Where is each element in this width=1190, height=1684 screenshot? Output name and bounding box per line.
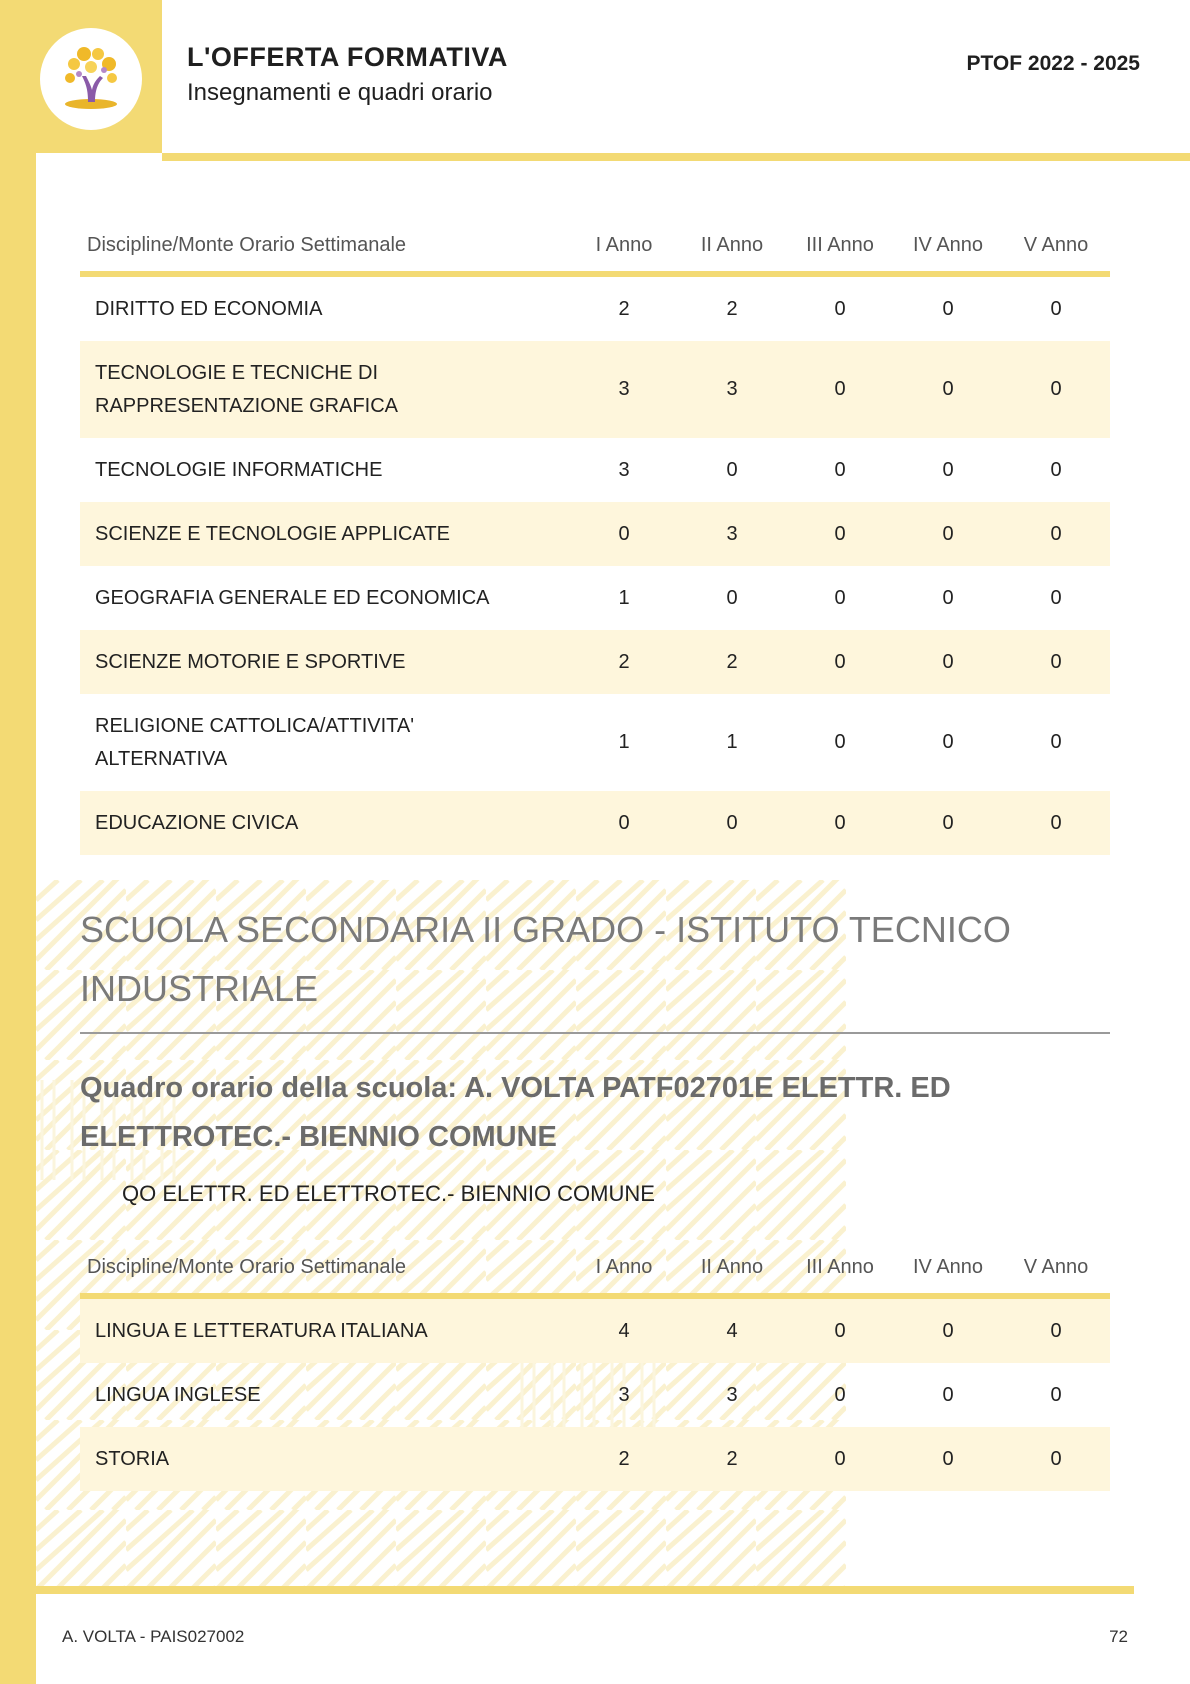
hours-cell: 0 (1002, 502, 1110, 566)
left-accent-bar (0, 0, 36, 1684)
discipline-cell (80, 1296, 570, 1363)
header-discipline: Discipline/Monte Orario Settimanale (80, 1242, 570, 1296)
header-year-3: III Anno (786, 1242, 894, 1296)
header-year-2: II Anno (678, 220, 786, 274)
table-header-row (80, 1242, 1110, 1296)
table-header-row (80, 220, 1110, 274)
hours-cell: 0 (786, 341, 894, 438)
header-year-1: I Anno (570, 1242, 678, 1296)
hours-cell: 0 (834, 586, 846, 609)
discipline-cell (80, 791, 570, 855)
table-row (80, 1363, 1110, 1427)
hours-cell: 0 (1002, 1296, 1110, 1363)
footer-school-code: A. VOLTA - PAIS027002 (62, 1627, 245, 1646)
section-heading-line-2: INDUSTRIALE (80, 968, 319, 1009)
hours-cell: 0 (1050, 586, 1062, 609)
header-year-4: IV Anno (894, 1242, 1002, 1296)
timetable-subheading: QO ELETTR. ED ELETTROTEC.- BIENNIO COMUNE (122, 1181, 655, 1206)
header-year-1: I Anno (570, 220, 678, 274)
hours-cell: 0 (786, 1427, 894, 1491)
discipline-cell (80, 341, 570, 438)
table-row (80, 791, 1110, 855)
hours-cell: 0 (570, 791, 678, 855)
discipline-name: SCIENZE E TECNOLOGIE APPLICATE (95, 522, 450, 545)
table-row (80, 1296, 1110, 1363)
hours-cell: 2 (678, 1427, 786, 1491)
hours-cell: 0 (786, 502, 894, 566)
discipline-name: SCIENZE MOTORIE E SPORTIVE (95, 650, 406, 673)
table-row (80, 438, 1110, 502)
discipline-name: GEOGRAFIA GENERALE ED ECONOMICA (95, 586, 490, 609)
hours-cell: 0 (786, 791, 894, 855)
hours-cell: 0 (942, 458, 954, 481)
hours-cell: 0 (1050, 297, 1062, 320)
logo-panel (0, 0, 162, 153)
hours-cell: 3 (726, 1383, 738, 1406)
school-tree-logo-icon (52, 40, 130, 118)
hours-cell: 0 (1002, 791, 1110, 855)
hours-cell: 0 (834, 1383, 846, 1406)
timetable-second (80, 1242, 1110, 1491)
table-row (80, 630, 1110, 694)
hours-cell: 0 (1002, 1427, 1110, 1491)
timetable-heading-line-2: ELETTROTEC.- BIENNIO COMUNE (80, 1121, 557, 1153)
hours-cell: 0 (942, 731, 954, 753)
hours-cell: 4 (570, 1296, 678, 1363)
hours-cell: 2 (726, 297, 738, 320)
hours-cell: 0 (894, 1296, 1002, 1363)
hours-cell: 4 (678, 1296, 786, 1363)
discipline-name: TECNOLOGIE INFORMATICHE (95, 458, 383, 481)
hours-cell: 0 (1050, 458, 1062, 481)
discipline-name-line-2: ALTERNATIVA (95, 747, 228, 770)
hours-cell: 3 (618, 458, 630, 481)
hours-cell: 0 (894, 341, 1002, 438)
discipline-cell (80, 502, 570, 566)
timetable-heading-line-1: Quadro orario della scuola: A. VOLTA PATF02701E ELETTR. ED (80, 1072, 951, 1104)
hours-cell: 0 (726, 458, 738, 481)
discipline-name: LINGUA INGLESE (95, 1383, 261, 1406)
hours-cell: 0 (1002, 630, 1110, 694)
discipline-name-line-1: TECNOLOGIE E TECNICHE DI (95, 361, 379, 384)
hours-cell: 1 (618, 731, 630, 753)
table-row (80, 694, 1110, 791)
table-row (80, 1427, 1110, 1491)
timetable-first (80, 220, 1110, 855)
discipline-cell (80, 1363, 570, 1427)
hours-cell: 0 (834, 458, 846, 481)
discipline-name: EDUCAZIONE CIVICA (95, 811, 299, 834)
header-year-3: III Anno (786, 220, 894, 274)
hours-cell: 0 (942, 1383, 954, 1406)
hours-cell: 1 (726, 731, 738, 753)
hours-cell: 3 (678, 502, 786, 566)
hours-cell: 3 (570, 341, 678, 438)
page-subtitle: Insegnamenti e quadri orario (187, 79, 493, 106)
hours-cell: 0 (1050, 1383, 1062, 1406)
section-divider (80, 1032, 1110, 1034)
header-year-5: V Anno (1002, 220, 1110, 274)
discipline-name-line-2: RAPPRESENTAZIONE GRAFICA (95, 394, 399, 417)
page-title: L'OFFERTA FORMATIVA (187, 42, 508, 72)
discipline-cell (80, 566, 570, 630)
table-row (80, 341, 1110, 438)
hours-cell: 2 (618, 297, 630, 320)
hours-cell: 1 (618, 586, 630, 609)
logo-circle (40, 28, 142, 130)
document-label: PTOF 2022 - 2025 (966, 52, 1140, 75)
hours-cell: 0 (678, 791, 786, 855)
table-row (80, 502, 1110, 566)
discipline-cell (80, 694, 570, 791)
header-year-5: V Anno (1002, 1242, 1110, 1296)
hours-cell: 0 (570, 502, 678, 566)
discipline-name: STORIA (95, 1447, 170, 1470)
section-heading-line-1: SCUOLA SECONDARIA II GRADO - ISTITUTO TECNICO (80, 909, 1011, 950)
discipline-cell (80, 274, 570, 341)
hours-cell: 2 (678, 630, 786, 694)
discipline-cell (80, 438, 570, 502)
hours-cell: 0 (1050, 731, 1062, 753)
header-year-4: IV Anno (894, 220, 1002, 274)
hours-cell: 0 (834, 731, 846, 753)
hours-cell: 0 (834, 297, 846, 320)
hours-cell: 0 (894, 791, 1002, 855)
discipline-name: DIRITTO ED ECONOMIA (95, 297, 323, 320)
discipline-name: LINGUA E LETTERATURA ITALIANA (95, 1319, 428, 1342)
hours-cell: 0 (786, 630, 894, 694)
hours-cell: 3 (618, 1383, 630, 1406)
footer-divider (36, 1586, 1134, 1594)
hours-cell: 3 (678, 341, 786, 438)
hours-cell: 2 (570, 1427, 678, 1491)
hours-cell: 0 (786, 1296, 894, 1363)
discipline-cell (80, 630, 570, 694)
hours-cell: 0 (894, 502, 1002, 566)
section-heading (80, 900, 1040, 1018)
header-discipline: Discipline/Monte Orario Settimanale (80, 220, 570, 274)
hours-cell: 2 (570, 630, 678, 694)
discipline-cell (80, 1427, 570, 1491)
page-number: 72 (1109, 1627, 1128, 1646)
table-row (80, 274, 1110, 341)
timetable-heading (80, 1064, 1090, 1162)
hours-cell: 0 (942, 586, 954, 609)
header-divider (162, 153, 1190, 161)
header-year-2: II Anno (678, 1242, 786, 1296)
hours-cell: 0 (726, 586, 738, 609)
table-row (80, 566, 1110, 630)
hours-cell: 0 (942, 297, 954, 320)
hours-cell: 0 (1002, 341, 1110, 438)
discipline-name-line-1: RELIGIONE CATTOLICA/ATTIVITA' (95, 714, 415, 737)
hours-cell: 0 (894, 1427, 1002, 1491)
hours-cell: 0 (894, 630, 1002, 694)
